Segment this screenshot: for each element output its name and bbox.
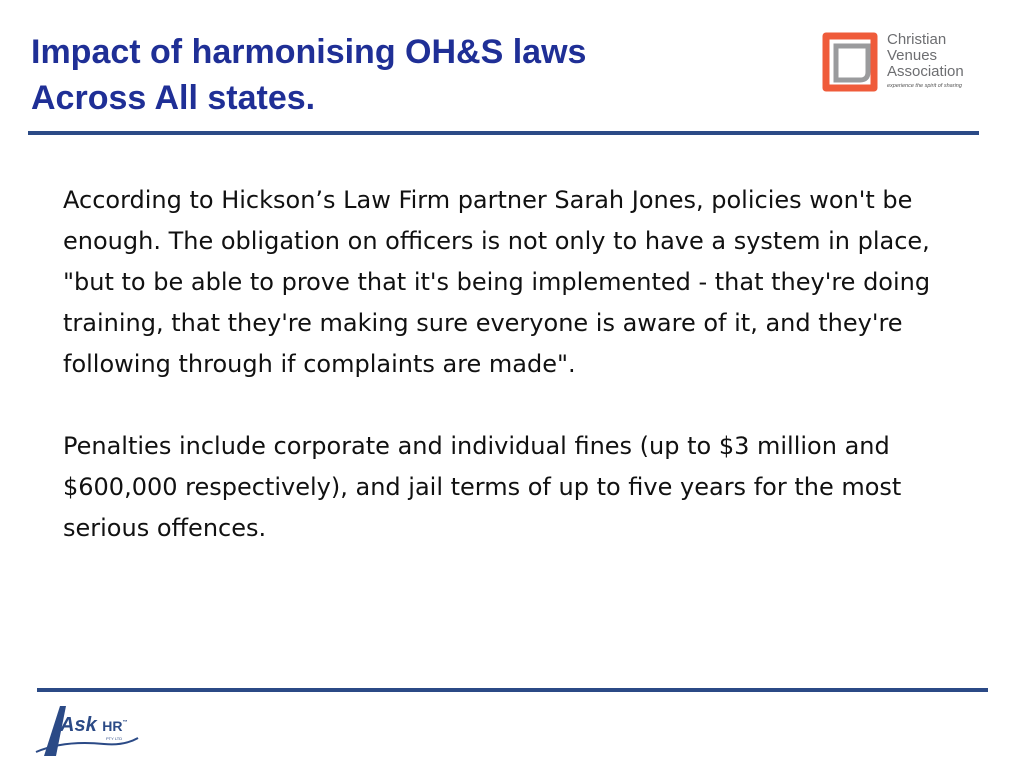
askhr-pty: PTY LTD: [106, 736, 123, 741]
slide-title: [31, 29, 586, 121]
askhr-ask: Ask: [60, 714, 97, 736]
cva-square-icon: [822, 32, 882, 94]
paragraph-1: According to Hickson’s Law Firm partner Sarah Jones, policies won't be enough. The obligation on officers is not only to have a system in place, "but to be able to prove that it's being implemented - that they're doing training, that they're making sure everyone is aware of it, and they're following through if complaints are made".: [63, 186, 931, 378]
top-divider: [28, 131, 979, 135]
cva-line-3: Association: [887, 63, 964, 80]
body-text: [63, 180, 963, 549]
cva-tagline: experience the spirit of sharing: [887, 83, 962, 89]
askhr-tm: ™: [122, 719, 128, 726]
paragraph-2: Penalties include corporate and individual fines (up to $3 million and $600,000 respectively), and jail terms of up to five years for the most serious offences.: [63, 432, 902, 542]
title-line-1: Impact of harmonising OH&S laws: [31, 33, 587, 71]
askhr-hr: HR: [102, 718, 123, 734]
askhr-logo: [34, 700, 144, 762]
cva-wordmark: [887, 32, 964, 80]
cva-logo: [822, 32, 982, 96]
cva-line-2: Venues: [887, 47, 938, 64]
title-line-2: Across All states.: [31, 79, 316, 117]
bottom-divider: [37, 688, 988, 692]
cva-line-1: Christian: [887, 31, 947, 48]
askhr-wordmark: [60, 714, 128, 737]
